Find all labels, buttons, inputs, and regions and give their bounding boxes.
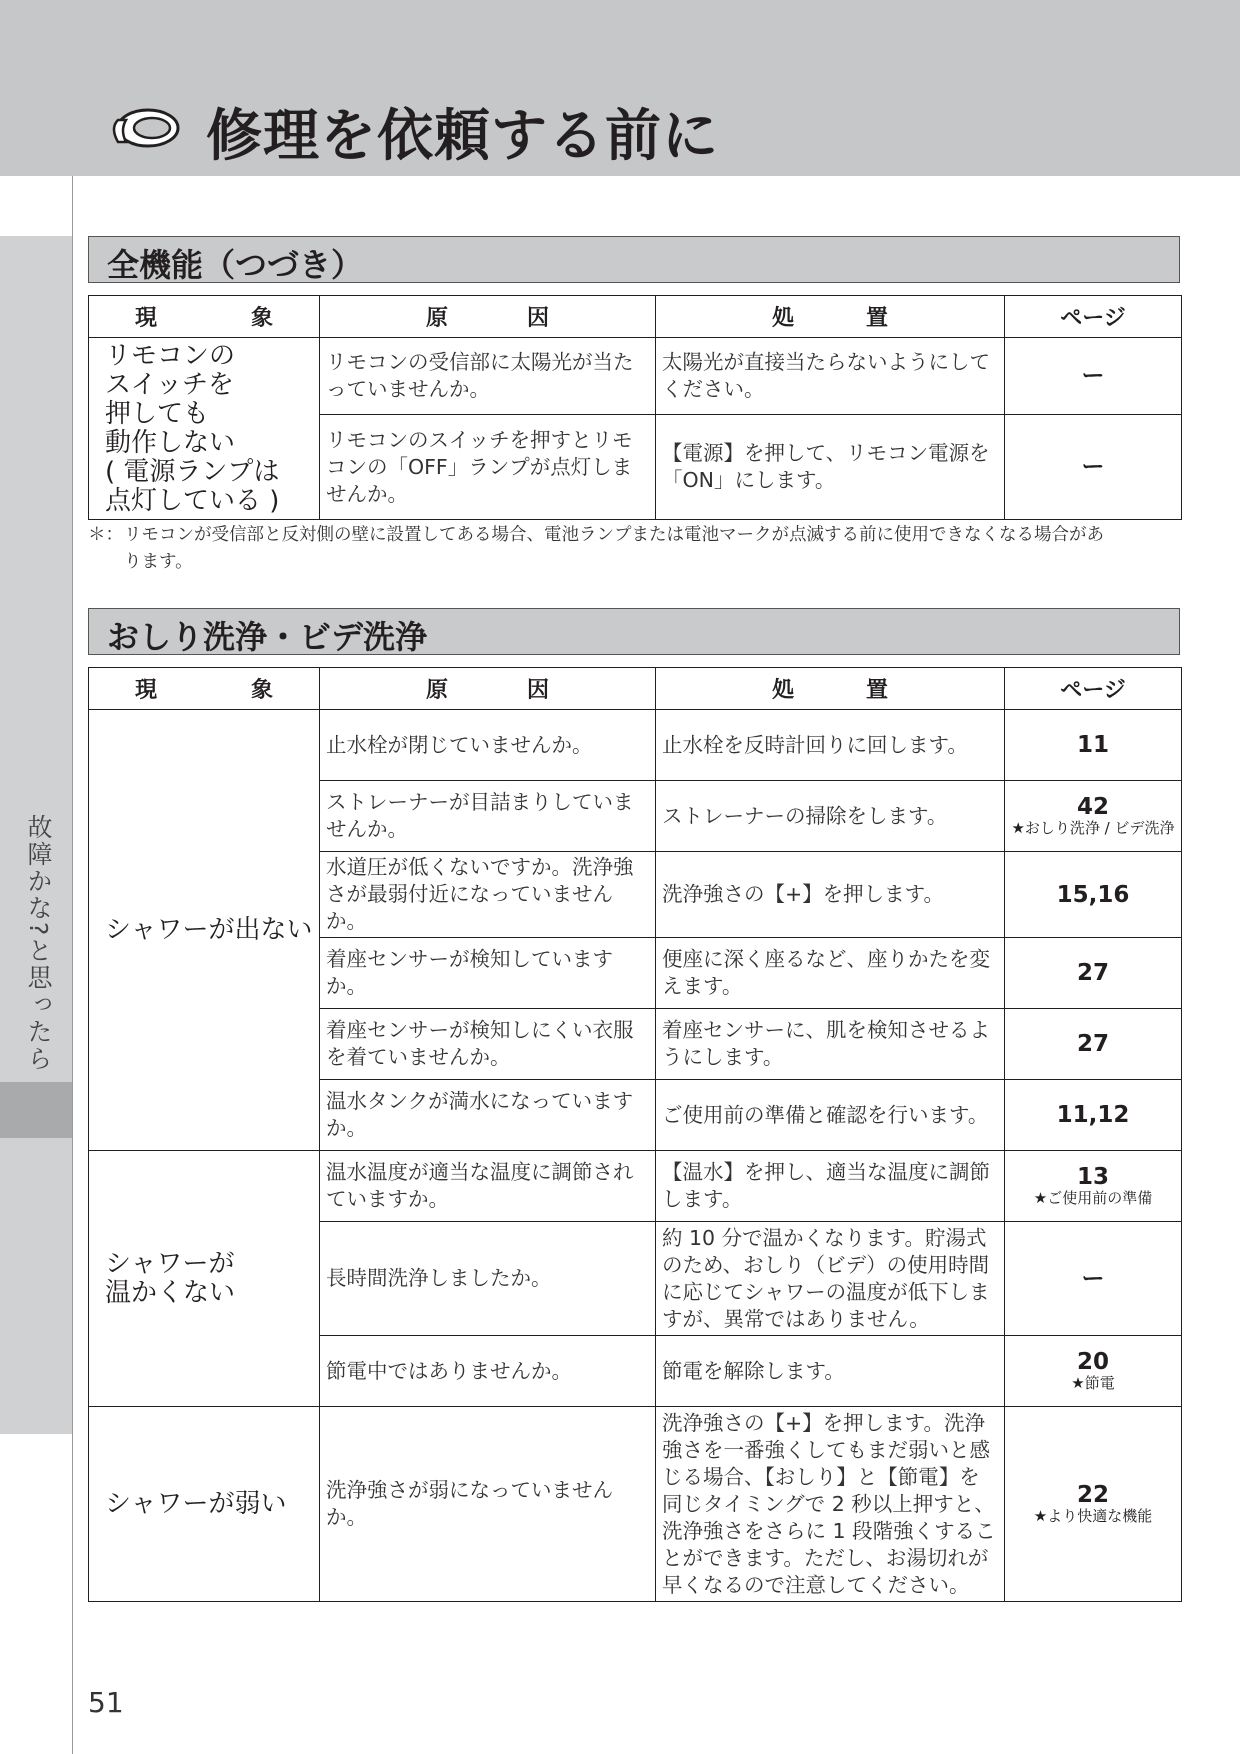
- footnote-mark: ＊：: [88, 525, 123, 545]
- cause-cell: 温水タンクが満水になっていますか。: [320, 1080, 656, 1151]
- footnote-text: リモコンが受信部と反対側の壁に設置してある場合、電池ランプまたは電池マークが点滅する前に使用できなくなる場合があ: [124, 525, 1104, 545]
- remedy-cell: 【電源】を押して、リモコン電源を「ON」にします。: [656, 415, 1005, 520]
- page-header: [0, 0, 1240, 176]
- col-cause: 原 因: [320, 296, 656, 338]
- table-row: [89, 710, 1182, 781]
- cause-cell: 洗浄強さが弱になっていませんか。: [320, 1407, 656, 1602]
- page-cell: [1005, 1151, 1182, 1222]
- cause-cell: 節電中ではありませんか。: [320, 1336, 656, 1407]
- side-tab: [0, 236, 72, 1434]
- page-title: 修理を依頼する前に: [206, 104, 719, 169]
- side-tab-marker: [0, 1082, 72, 1138]
- page-note: ★より快適な機能: [1033, 1507, 1153, 1525]
- col-cause: 原 因: [320, 668, 656, 710]
- footnote: [88, 522, 1188, 576]
- page-cell: ー: [1005, 415, 1182, 520]
- toilet-seat-icon: [104, 98, 184, 158]
- page-number: 22: [1076, 1482, 1109, 1508]
- table-row: [89, 1407, 1182, 1602]
- cause-cell: リモコンの受信部に太陽光が当たっていませんか。: [320, 338, 656, 415]
- table-row: [89, 338, 1182, 415]
- col-remedy: 処 置: [656, 668, 1005, 710]
- page-note: ★節電: [1071, 1374, 1115, 1392]
- page-number-footer: 51: [88, 1686, 124, 1719]
- cause-cell: 着座センサーが検知しにくい衣服を着ていませんか。: [320, 1009, 656, 1080]
- page-number: ー: [1081, 1265, 1105, 1292]
- remedy-cell: 約 10 分で温かくなります。貯湯式のため、おしり（ビデ）の使用時間に応じてシャワーの温度が低下しますが、異常ではありません。: [656, 1222, 1005, 1336]
- remedy-cell: 洗浄強さの【+】を押します。洗浄強さを一番強くしてもまだ弱いと感じる場合、【おしり】と【節電】を同じタイミングで 2 秒以上押すと、洗浄強さをさらに 1 段階強くすることができます。ただし、お湯切れが早くなるので注意してください。: [656, 1407, 1005, 1602]
- remedy-cell: 太陽光が直接当たらないようにしてください。: [656, 338, 1005, 415]
- remedy-cell: ストレーナーの掃除をします。: [656, 781, 1005, 852]
- table-header-row: [89, 668, 1182, 710]
- col-symptom: 現 象: [89, 296, 320, 338]
- page-number: 11: [1076, 732, 1109, 758]
- page-number: 13: [1076, 1164, 1109, 1190]
- cause-cell: 水道圧が低くないですか。洗浄強さが最弱付近になっていませんか。: [320, 852, 656, 938]
- page-cell: [1005, 1407, 1182, 1602]
- page-number: 27: [1076, 1031, 1109, 1057]
- cause-cell: 着座センサーが検知していますか。: [320, 938, 656, 1009]
- page-cell: ー: [1005, 338, 1182, 415]
- col-symptom: 現 象: [89, 668, 320, 710]
- col-page: ページ: [1005, 296, 1182, 338]
- table-washing: [88, 667, 1182, 1602]
- section-heading-all-functions: [88, 236, 1180, 283]
- remedy-cell: 節電を解除します。: [656, 1336, 1005, 1407]
- page-cell: [1005, 1222, 1182, 1336]
- remedy-cell: 着座センサーに、肌を検知させるようにします。: [656, 1009, 1005, 1080]
- symptom-cell: リモコンの スイッチを 押しても 動作しない ( 電源ランプは 点灯している ): [89, 338, 320, 520]
- page-cell: [1005, 852, 1182, 938]
- section-title: 全機能（つづき）: [107, 246, 364, 284]
- side-divider: [72, 176, 73, 1754]
- remedy-cell: 便座に深く座るなど、座りかたを変えます。: [656, 938, 1005, 1009]
- table-header-row: [89, 296, 1182, 338]
- page-note: ★おしり洗浄 / ビデ洗浄: [1011, 819, 1175, 837]
- page-cell: [1005, 938, 1182, 1009]
- symptom-cell: シャワーが 温かくない: [89, 1151, 320, 1407]
- remedy-cell: 洗浄強さの【+】を押します。: [656, 852, 1005, 938]
- remedy-cell: 【温水】を押し、適当な温度に調節します。: [656, 1151, 1005, 1222]
- section-heading-washing: [88, 608, 1180, 655]
- page-cell: [1005, 1009, 1182, 1080]
- cause-cell: ストレーナーが目詰まりしていませんか。: [320, 781, 656, 852]
- remedy-cell: 止水栓を反時計回りに回します。: [656, 710, 1005, 781]
- page-number: 11,12: [1056, 1102, 1130, 1128]
- cause-cell: 温水温度が適当な温度に調節されていますか。: [320, 1151, 656, 1222]
- table-all-functions: [88, 295, 1182, 520]
- page-cell: [1005, 1080, 1182, 1151]
- page-number: 15,16: [1056, 881, 1130, 908]
- section-title: おしり洗浄・ビデ洗浄: [107, 618, 428, 656]
- symptom-cell: シャワーが出ない: [89, 710, 320, 1151]
- footnote-text-cont: ります。: [124, 552, 193, 572]
- cause-cell: 長時間洗浄しましたか。: [320, 1222, 656, 1336]
- page-number: 20: [1076, 1349, 1109, 1375]
- col-remedy: 処 置: [656, 296, 1005, 338]
- cause-cell: リモコンのスイッチを押すとリモコンの「OFF」ランプが点灯しませんか。: [320, 415, 656, 520]
- page-note: ★ご使用前の準備: [1033, 1189, 1153, 1207]
- col-page: ページ: [1005, 668, 1182, 710]
- page-number: 42: [1076, 794, 1109, 820]
- symptom-cell: シャワーが弱い: [89, 1407, 320, 1602]
- page-cell: [1005, 710, 1182, 781]
- page-cell: [1005, 1336, 1182, 1407]
- cause-cell: 止水栓が閉じていませんか。: [320, 710, 656, 781]
- page-cell: [1005, 781, 1182, 852]
- table-row: [89, 1151, 1182, 1222]
- page-number: 27: [1076, 960, 1109, 986]
- remedy-cell: ご使用前の準備と確認を行います。: [656, 1080, 1005, 1151]
- side-tab-label: 故障かな?と思ったら: [24, 814, 53, 1073]
